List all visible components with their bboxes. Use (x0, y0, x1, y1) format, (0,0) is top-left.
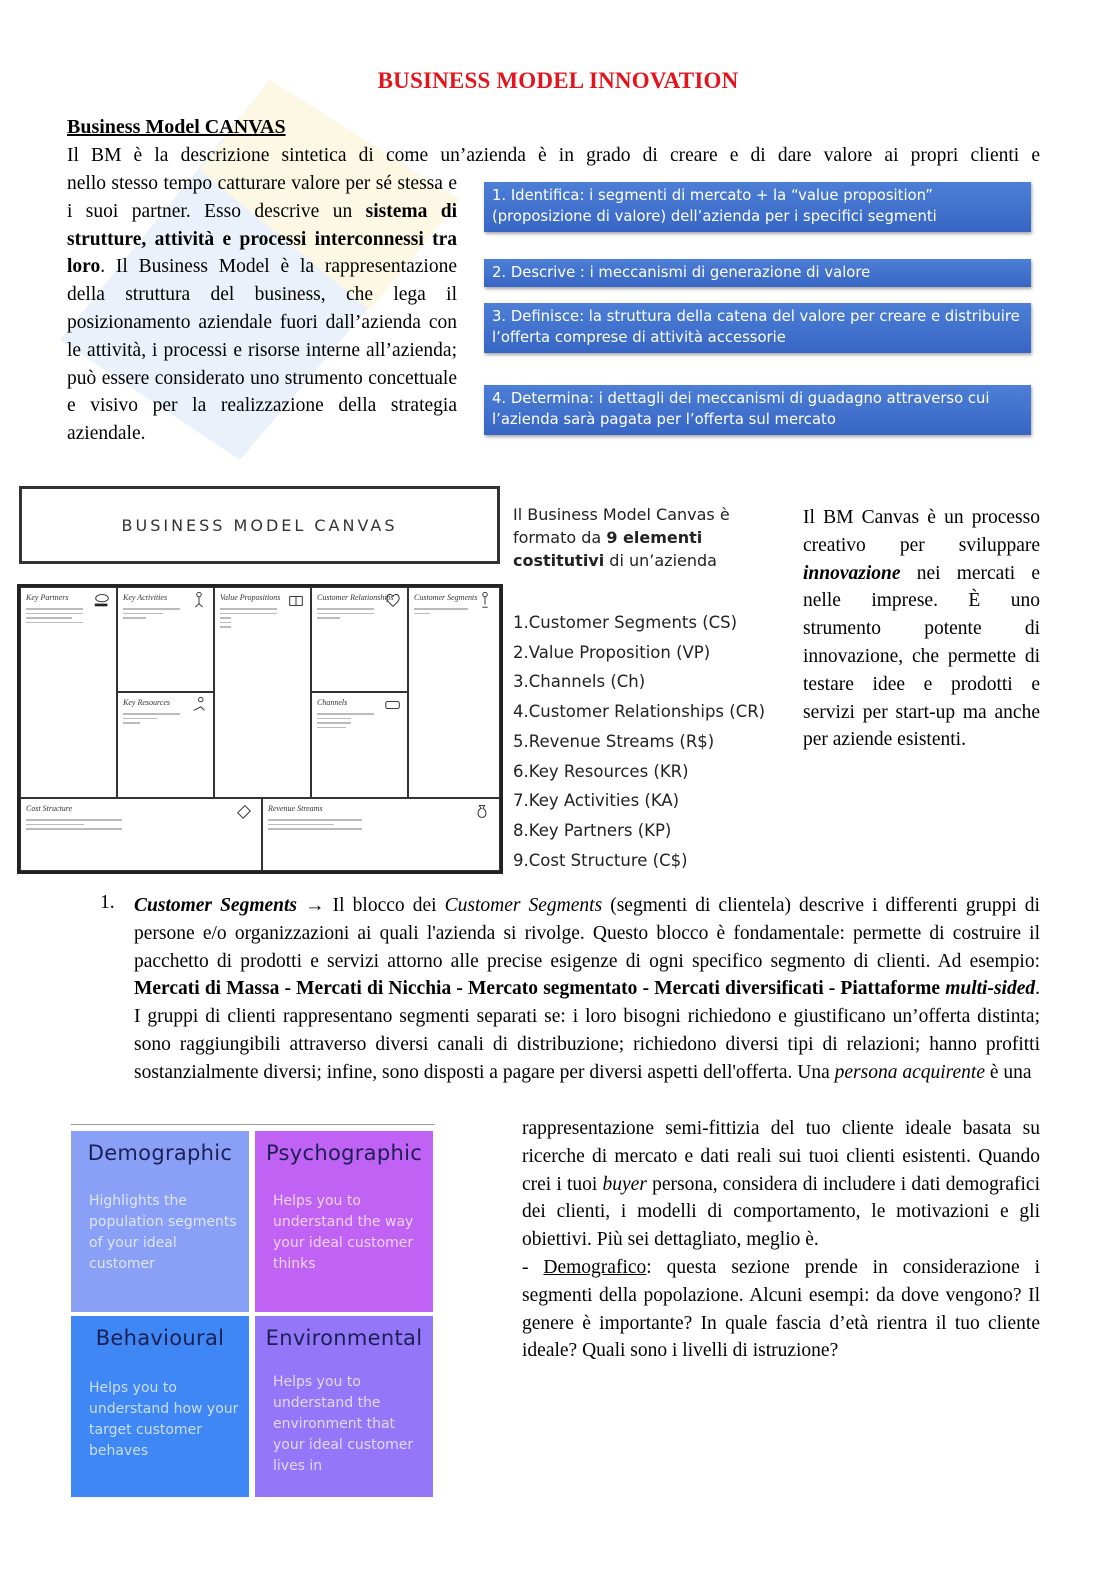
bmc-element: 4.Customer Relationships (CR) (513, 702, 766, 722)
cell-placeholder-text (268, 819, 362, 833)
persona-italic: buyer (602, 1173, 647, 1195)
cell-label: Key Activities (123, 593, 168, 602)
bmc-element: 1.Customer Segments (CS) (513, 613, 738, 632)
customer-segmentation-grid (71, 1124, 435, 1497)
cell-placeholder-text (26, 608, 83, 626)
bmc-elements-list (513, 608, 765, 875)
price-tag-icon (235, 802, 253, 820)
person-standing-icon (476, 591, 494, 609)
bmc-description (513, 503, 773, 572)
intro-first-line: Il BM è la descrizione sintetica di come un’azienda è in grado di creare e di dare valore ai propri clienti e (67, 145, 1040, 166)
buyer-persona-paragraph (522, 1115, 1040, 1365)
cell-cost-structure (20, 798, 262, 871)
cell-label: Customer Segments (414, 593, 478, 602)
quadrant-environmental (255, 1316, 433, 1497)
cell-placeholder-text (317, 608, 374, 622)
cs-text-2: (segmenti di clientela) descrive i differenti gruppi di persone e/o organizzazioni ai quali l'azienda si rivolge. Questo blocco è fondamentale: permette di costruire il pacchetto di prodotti e servizi attorno alle precise esigenze di ogni specifico segmento di clienti. Ad esempio: (134, 895, 1040, 972)
bm-step-3: 3. Definisce: la struttura della catena del valore per creare e distribuire l’offerta comprese di attività accessorie (484, 303, 1031, 353)
person-working-icon (190, 591, 208, 609)
cs-italic-persona: persona acquirente (834, 1061, 985, 1083)
intro-text-2: . Il Business Model è la rappresentazione della struttura del business, che lega il posizionamento aziendale fuori dall’azienda con le attività, i processi e risorse interne all’azienda; può essere considerato uno strumento concettuale e visivo per la realizzazione della strategia aziendale. (67, 256, 457, 445)
truck-icon (384, 696, 402, 714)
persona-dash: - (522, 1256, 544, 1278)
persona-underlined: Demografico (543, 1256, 647, 1278)
cell-label: Cost Structure (26, 804, 73, 813)
cell-label: Customer Relationships (317, 593, 394, 602)
intro-bold: sistema di strutture, attività e processi interconnessi tra loro (67, 200, 458, 278)
cs-heading: Customer Segments (134, 895, 298, 916)
cs-bold-markets: Mercati di Massa - Mercati di Nicchia - Mercato segmentato - Mercati diversificati - Piattaforme (134, 978, 946, 1000)
document-title: BUSINESS MODEL INNOVATION (377, 68, 739, 93)
bmc-desc-text-1: Il Business Model Canvas è formato da (513, 505, 730, 547)
cell-placeholder-text (414, 608, 468, 617)
cell-key-resources (117, 692, 214, 798)
cs-text-1: Il blocco dei (324, 895, 445, 916)
cell-placeholder-text (317, 713, 374, 731)
persona-text-3: : questa sezione prende in considerazione i segmenti della popolazione. Alcuni esempi: da dove vengono? Il genere è importante? In quale fascia d’età rientra il tuo cliente ideale? Quali sono i livelli di istruzione? (522, 1256, 1040, 1362)
cell-revenue-streams (262, 798, 500, 871)
quadrant-body: Helps you to understand the way your ideal customer thinks (273, 1193, 414, 1272)
cell-label: Value Propositions (220, 593, 281, 602)
explanation-text-1: Il BM Canvas è un processo creativo per sviluppare (803, 507, 1040, 556)
business-model-canvas (17, 584, 503, 874)
cell-label: Channels (317, 698, 348, 707)
bm-step-2: 2. Descrive : i meccanismi di generazione di valore (484, 259, 1031, 287)
cell-customer-relationships (311, 587, 408, 692)
cell-label: Revenue Streams (268, 804, 323, 813)
cell-placeholder-text (123, 713, 180, 727)
section-heading-canvas: Business Model CANVAS (67, 116, 286, 138)
cell-channels (311, 692, 408, 798)
cs-bold-italic: multi-sided (945, 978, 1036, 1000)
intro-text-1: nello stesso tempo catturare valore per sé stessa e i suoi partner. Esso descrive un (67, 173, 457, 222)
heart-icon (384, 591, 402, 609)
bmc-element: 5.Revenue Streams (R$) (513, 731, 715, 751)
explanation-emphasis: innovazione (803, 562, 901, 584)
cell-label: Key Partners (26, 593, 69, 602)
bmc-element: 6.Key Resources (KR) (513, 761, 689, 781)
bmc-element: 3.Channels (Ch) (513, 672, 646, 692)
cs-text-4: è una (985, 1061, 1032, 1083)
quadrant-behavioural (71, 1316, 249, 1497)
quadrant-title: Psychographic (265, 1141, 423, 1165)
gift-icon (287, 591, 305, 609)
arrow-right-icon: → (305, 895, 325, 916)
cell-placeholder-text (123, 608, 180, 622)
persona-text-2: persona, considera di includere i dati demografici dei clienti, i modelli di comportamento, le motivazioni e gli obiettivi. Più sei dettagliato, meglio è. (522, 1173, 1040, 1251)
bm-step-1: 1. Identifica: i segmenti di mercato + la “value proposition” (proposizione di valore) dell’azienda per i specifici segmenti (484, 182, 1031, 232)
bmc-desc-text-2: di un’azienda (604, 551, 717, 570)
quadrant-title: Demographic (87, 1141, 233, 1165)
list-number: 1. (100, 892, 115, 913)
quadrant-title: Behavioural (95, 1326, 225, 1350)
quadrant-body: Helps you to understand how your target customer behaves (89, 1380, 239, 1459)
bmc-element: 9.Cost Structure (C$) (513, 850, 688, 870)
quadrant-body: Helps you to understand the environment that your ideal customer lives in (273, 1374, 414, 1474)
cell-customer-segments (408, 587, 500, 798)
cell-placeholder-text (26, 819, 122, 833)
explanation-text-2: nei mercati e nelle imprese. È uno strumento potente di innovazione, che permette di testare idee e prodotti e servizi per start-up ma anche per aziende esistenti. (803, 562, 1040, 751)
bmc-element: 2.Value Proposition (VP) (513, 642, 711, 662)
chain-link-icon (93, 591, 111, 609)
bmc-element: 8.Key Partners (KP) (513, 820, 672, 840)
cell-key-activities (117, 587, 214, 692)
money-bag-icon (473, 802, 491, 820)
persona-text-1: rappresentazione semi-fittizia del tuo cliente ideale basata su ricerche di mercato e dati reali sui tuoi clienti esistenti. Quando crei i tuoi (522, 1118, 1040, 1195)
canvas-banner: BUSINESS MODEL CANVAS (19, 486, 500, 564)
worker-icon (190, 696, 208, 714)
customer-segments-paragraph (134, 892, 1040, 1087)
cs-text-3: . I gruppi di clienti rappresentano segmenti separati se: i loro bisogni richiedono e giustificano un’offerta distinta; sono raggiungibili attraverso diversi canali di distribuzione; richiedono diversi tipi di relazioni; hanno profitti sostanzialmente diversi; infine, sono disposti a pagare per diversi aspetti dell'offerta. Una (134, 978, 1040, 1083)
bm-step-4: 4. Determina: i dettagli dei meccanismi di guadagno attraverso cui l’azienda sarà pagata per l’offerta sul mercato (484, 385, 1031, 435)
quadrant-title: Environmental (265, 1326, 423, 1350)
bm-canvas-explanation (803, 504, 1040, 754)
intro-paragraph (67, 170, 457, 448)
quadrant-demographic (71, 1131, 249, 1312)
quadrant-body: Highlights the population segments of your ideal customer (89, 1193, 237, 1272)
cell-value-propositions (214, 587, 311, 798)
quadrant-psychographic (255, 1131, 433, 1312)
bmc-element: 7.Key Activities (KA) (513, 791, 680, 811)
bmc-desc-bold: 9 elementi costitutivi (513, 528, 703, 570)
cell-placeholder-text (220, 608, 277, 631)
cell-key-partners (20, 587, 117, 798)
cs-italic-1: Customer Segments (444, 895, 603, 916)
cell-label: Key Resources (123, 698, 171, 707)
